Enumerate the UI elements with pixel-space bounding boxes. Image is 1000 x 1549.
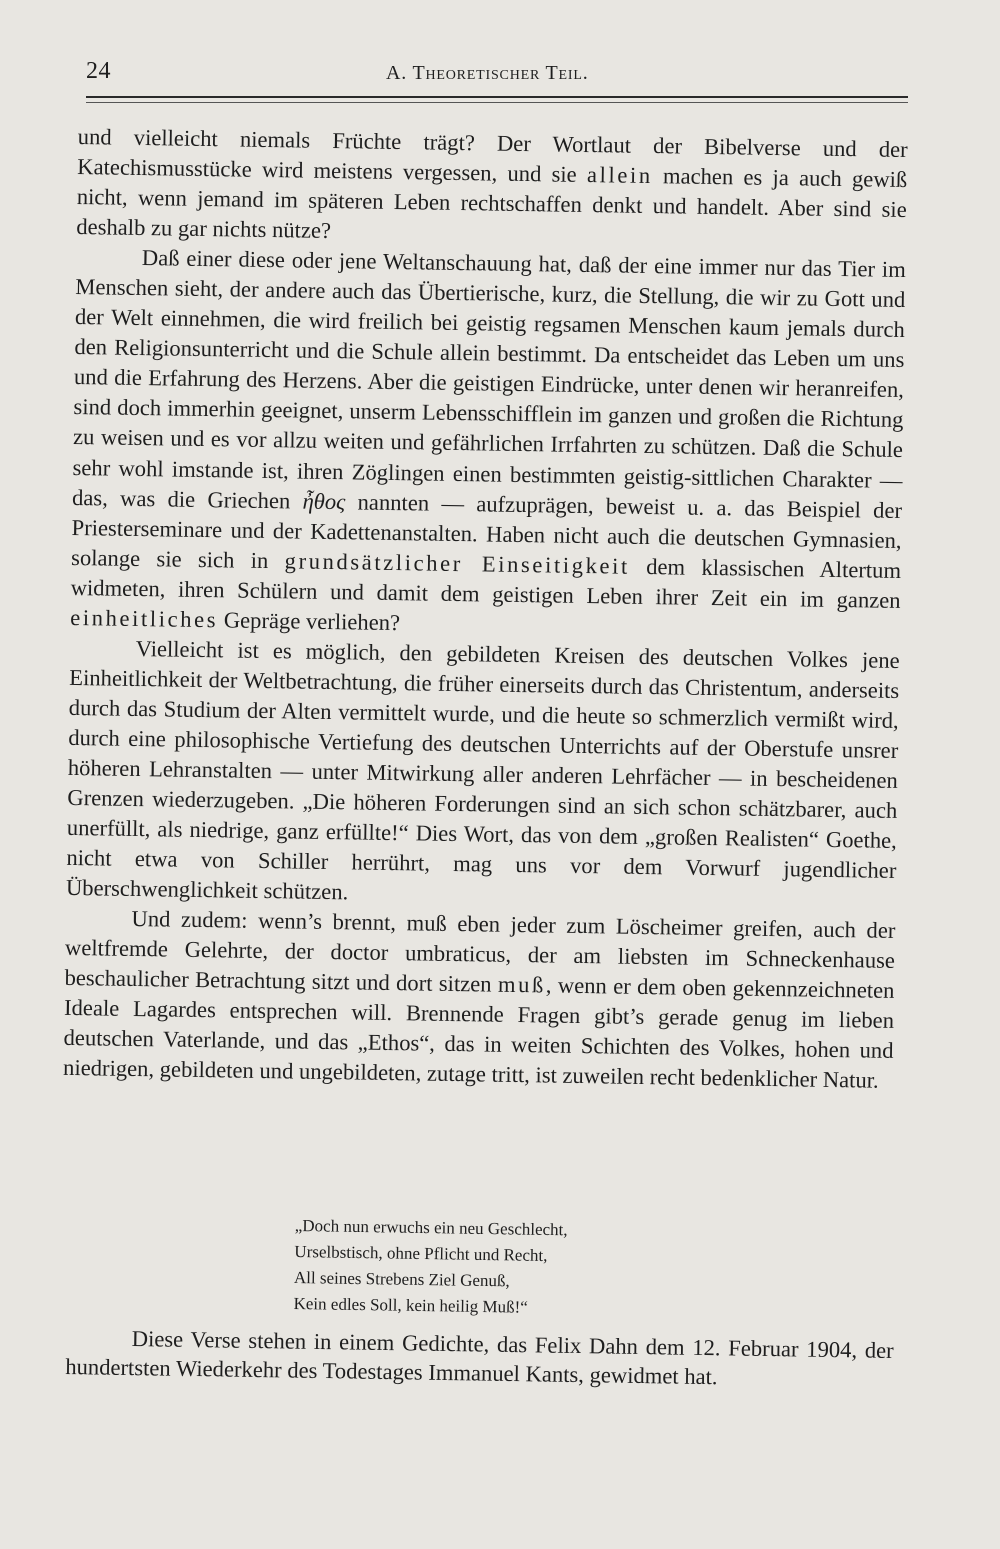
paragraph-2-text-c: dem klassischen Altertum widmeten, ihren Schülern und damit dem geistigen Leben ihrer Zeit ein im ganzen [70,553,902,613]
running-head: A. Theoretischer Teil. [386,62,589,84]
poem-line-4: Kein edles Soll, kein heilig Muß!“ [293,1293,528,1317]
paragraph-2-text-d: Gepräge verliehen? [223,607,401,635]
paragraph-1-text-b: machen es ja auch gewiß nicht, wenn jemand im späteren Leben rechtschaffen denkt und handelt. Aber sind sie deshalb zu gar nichts nütze? [76,163,908,244]
paragraph-4 [63,903,896,1096]
paragraph-2-emphasis-1: grundsätzlicher Einseitigkeit [284,547,631,579]
body-text [63,122,908,1096]
page-header [86,58,908,94]
paragraph-3: Vielleicht ist es möglich, den gebildeten Kreisen des deutschen Volkes jene Einheitlichkeit der Weltbetrachtung, die früher einerseits durch das Christentum, anderseits durch das Studium der Alten vermittelt wurde, und die heute so schmerzlich vermißt wird, durch eine philosophische Vertiefung des deutschen Unterrichts auf der Oberstufe unsrer höheren Lehranstalten — unter Mitwirkung aller anderen Lehrfächer — in bescheidenen Grenzen wiederzugeben. „Die höheren Forderungen sind an sich schon schätzbarer, auch unerfüllt, als niedrige, ganz erfüllte!“ Dies Wort, das von dem „großen Realisten“ Goethe, nicht etwa von Schiller herrührt, mag uns vor dem Vorwurf jugendlicher Überschwenglichkeit schützen. [65,635,900,905]
paragraph-2 [70,242,906,646]
paragraph-2-greek-word: ἦθος [302,488,346,514]
paragraph-4-emphasis: muß [497,972,547,998]
poem-quote [293,1213,715,1324]
paragraph-2-text-b: nannten — aufzuprägen, beweist u. a. das Beispiel der Priesterseminare und der Kadettenanstalten. Haben nicht auch die deutschen Gymnasien, solange sie sich in [70,489,903,573]
closing-text: Diese Verse stehen in einem Gedichte, das Felix Dahn dem 12. Februar 1904, der hundertsten Wiederkehr des Todestages Immanuel Kants, gewidmet hat. [65,1326,894,1390]
paragraph-2-text-a: Daß einer diese oder jene Weltanschauung hat, daß der eine immer nur das Tier im Menschen sieht, der andere auch das Übertierische, kurz, die Stellung, die wir zu Gott und der Welt einnehmen, die wird freilich bei geistig regsamen Menschen kaum jemals durch den Religionsunterricht und die Schule allein bestimmt. Da entscheidet das Leben um uns und die Erfahrung des Herzens. Aber die geistigen Eindrücke, unter denen wir heranreifen, sind doch immerhin geeignet, unserm Lebensschifflein im ganzen und großen die Richtung zu weisen und es vor allzu weiten und gefährlichen Irrfahrten zu schützen. Daß die Schule sehr wohl imstande ist, ihren Zöglingen einen bestimmten geistig-sittlichen Charakter — das, was die Griechen [71,245,906,513]
paragraph-4-text-a: Und zudem: wenn’s brennt, muß eben jeder zum Löscheimer greifen, auch der weltfremde Gelehrte, der doctor umbraticus, der am liebsten im Schneckenhause beschaulicher Betrachtung sitzt und dort sitzen [64,906,896,997]
header-rule-thin [86,102,908,103]
paragraph-1 [76,122,908,255]
header-rule-thick [86,96,908,98]
poem-line-1: „Doch nun erwuchs ein neu Geschlecht, [294,1215,568,1240]
paragraph-4-text-b: , wenn er dem oben gekennzeichneten Ideale Lagardes entsprechen will. Brennende Fragen gibt’s gerade genug im lieben deutschen Vaterlande, und das „Ethos“, das in weiten Schichten des Volkes, hohen und niedrigen, gebildeten und ungebildeten, zutage tritt, ist zuweilen recht bedenklicher Natur. [62,972,895,1094]
poem-line-2: Urselbstisch, ohne Pflicht und Recht, [294,1241,548,1265]
paragraph-1-emphasis: allein [586,162,653,189]
paragraph-2-emphasis-2: einheitliches [70,604,219,633]
closing-paragraph [65,1323,894,1394]
poem-line-3: All seines Strebens Ziel Genuß, [293,1267,510,1291]
paragraph-1-text-a: und vielleicht niemals Früchte trägt? Der Wortlaut der Bibelverse und der Katechismusstücke wird meistens vergessen, und sie [77,123,908,187]
page-number: 24 [86,58,111,84]
